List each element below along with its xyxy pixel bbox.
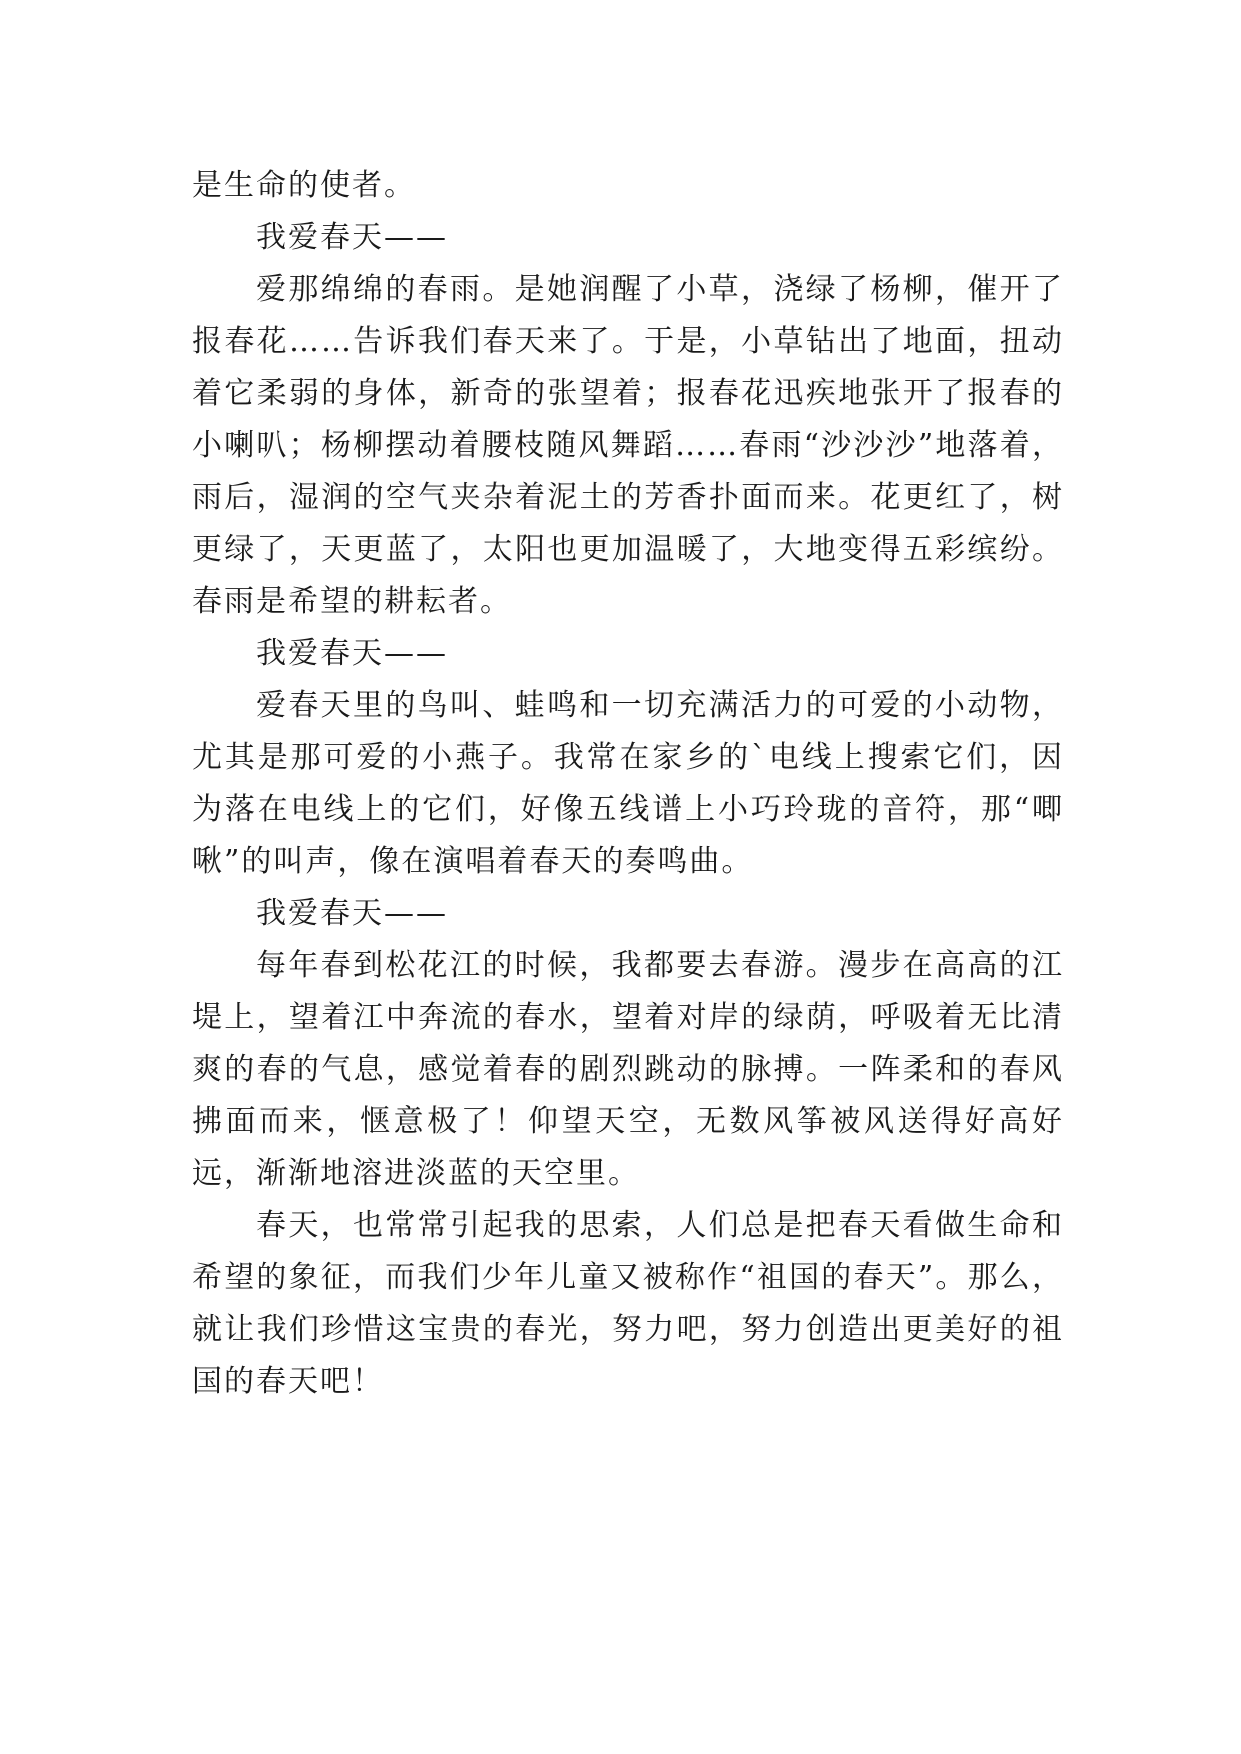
paragraph-3: 爱那绵绵的春雨。是她润醒了小草，浇绿了杨柳，催开了报春花……告诉我们春天来了。于是，小草钻出了地面，扭动着它柔弱的身体，新奇的张望着；报春花迅疾地张开了报春的小喇叭；杨柳摆动着腰枝随风舞蹈……春雨“沙沙沙”地落着，雨后，湿润的空气夹杂着泥土的芳香扑面而来。花更红了，树更绿了，天更蓝了，太阳也更加温暖了，大地变得五彩缤纷。春雨是希望的耕耘者。 xyxy=(192,272,1064,619)
paragraph-5: 爱春天里的鸟叫、蛙鸣和一切充满活力的可爱的小动物，尤其是那可爱的小燕子。我常在家乡的`电线上搜索它们，因为落在电线上的它们，好像五线谱上小巧玲珑的音符，那“唧啾”的叫声，像在演唱着春天的奏鸣曲。 xyxy=(192,688,1064,879)
paragraph-8: 春天，也常常引起我的思索，人们总是把春天看做生命和希望的象征，而我们少年儿童又被称作“祖国的春天”。那么，就让我们珍惜这宝贵的春光，努力吧，努力创造出更美好的祖国的春天吧！ xyxy=(192,1208,1064,1399)
paragraph-6-heading: 我爱春天—— xyxy=(256,896,448,931)
paragraph-1: 是生命的使者。 xyxy=(192,168,416,203)
paragraph-4-heading: 我爱春天—— xyxy=(256,636,448,671)
paragraph-7: 每年春到松花江的时候，我都要去春游。漫步在高高的江堤上，望着江中奔流的春水，望着对岸的绿荫，呼吸着无比清爽的春的气息，感觉着春的剧烈跳动的脉搏。一阵柔和的春风拂面而来，惬意极了！仰望天空，无数风筝被风送得好高好远，渐渐地溶进淡蓝的天空里。 xyxy=(192,948,1064,1191)
document-body xyxy=(192,160,1064,1408)
paragraph-2-heading: 我爱春天—— xyxy=(256,220,448,255)
